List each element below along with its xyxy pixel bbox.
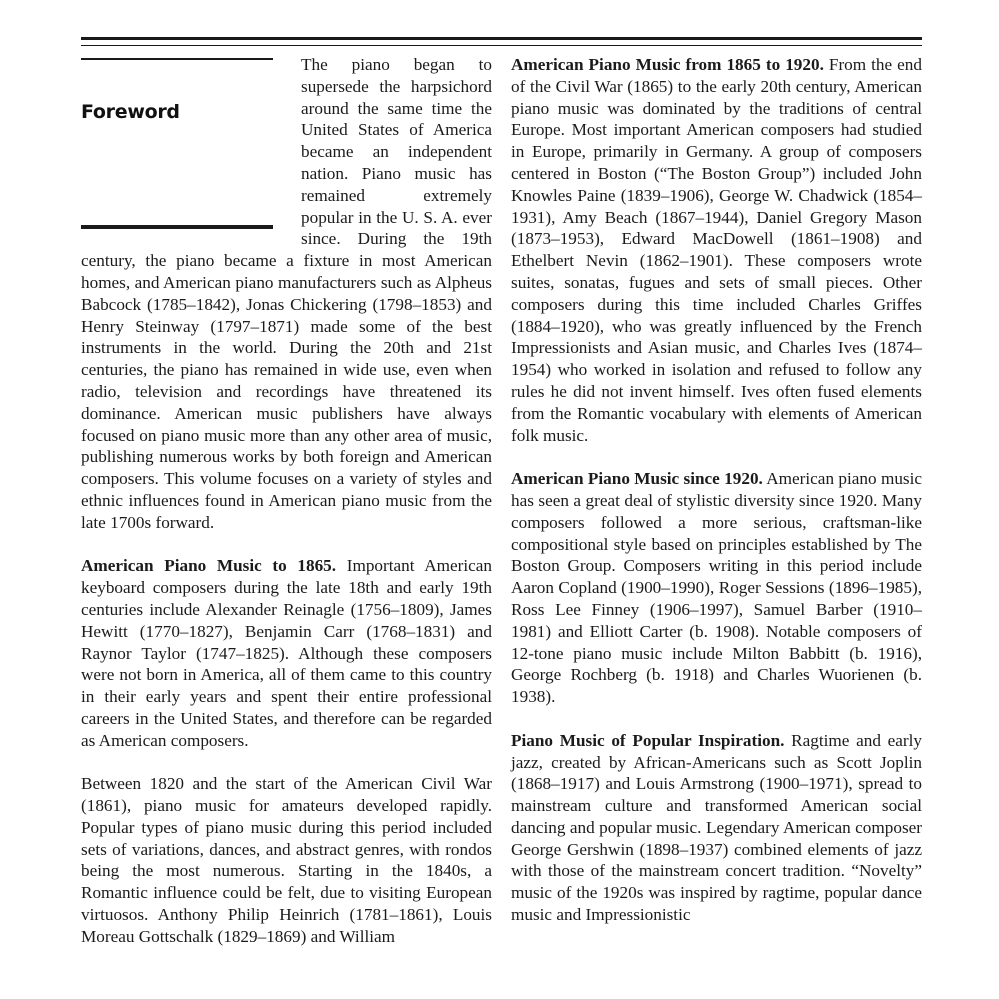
popular-inspiration-paragraph: [511, 730, 922, 926]
paragraph-body: Ragtime and early jazz, created by African-Americans such as Scott Joplin (1868–1917) and Louis Armstrong (1900–1971), spread to mainstream culture and transformed American social dancing and popular music. Legendary American composer George Gershwin (1898–1937) combined elements of jazz with those of the mainstream concert tradition. “Novelty” music of the 1920s was inspired by ragtime, popular dance music and Impressionistic: [511, 730, 922, 925]
header-rule-thin: [81, 45, 922, 46]
to-1865-paragraph: [81, 555, 492, 751]
paragraph-heading: Piano Music of Popular Inspiration.: [511, 730, 785, 750]
paragraph-body: From the end of the Civil War (1865) to the early 20th century, American piano music was dominated by the traditions of central Europe. Most important American composers had studied in Europe, primarily in Germany. A group of composers centered in Boston (“The Boston Group”) included John Knowles Paine (1839–1906), George W. Chadwick (1854–1931), Amy Beach (1867–1944), Daniel Gregory Mason (1873–1953), Edward MacDowell (1861–1908) and Ethelbert Nevin (1862–1901). These composers wrote suites, sonatas, fugues and sets of small pieces. Other composers during this time included Charles Griffes (1884–1920), who was greatly influenced by the French Impressionists and Asian music, and Charles Ives (1874–1954) who worked in isolation and refused to follow any rules he did not invent himself. Ives often fused elements from the Romantic vocabulary with elements of American folk music.: [511, 55, 922, 445]
intro-paragraph: The piano began to supersede the harpsichord around the same time the United States of America became an independent nation. Piano music has remained extremely popular in the U. S. A. ever since. During the 19th century, the piano became a fixture in most American homes, and American piano manufacturers such as Alpheus Babcock (1785–1842), Jonas Chickering (1798–1853) and Henry Steinway (1797–1871) made some of the best instruments in the world. During the 20th and 21st centuries, the piano has remained in wide use, even when radio, television and recordings have threatened its dominance. American music publishers have always focused on piano music more than any other area of music, publishing numerous works by both foreign and American composers. This volume focuses on a variety of styles and ethnic influences found in American piano music from the late 1700s forward.: [81, 55, 492, 532]
header-rule-thick: [81, 37, 922, 40]
paragraph-body: American piano music has seen a great deal of stylistic diversity since 1920. Many composers followed a more serious, craftsman-like compositional style based on principles established by The Boston Group. Composers writing in this period include Aaron Copland (1900–1990), Roger Sessions (1896–1985), Ross Lee Finney (1906–1997), Samuel Barber (1910–1981) and Elliott Carter (b. 1908). Notable composers of 12-tone piano music include Milton Babbitt (b. 1916), George Rochberg (b. 1918) and Charles Wuorienen (b. 1938).: [511, 469, 923, 707]
paragraph-heading: American Piano Music from 1865 to 1920.: [511, 55, 824, 74]
paragraph-body: Important American keyboard composers during the late 18th and early 19th centuries include Alexander Reinagle (1756–1809), James Hewitt (1770–1827), Benjamin Carr (1768–1831) and Raynor Taylor (1747–1825). Although these composers were not born in America, all of them came to this country in their early years and spent their entire professional careers in the United States, and therefore can be regarded as American composers.: [81, 556, 492, 750]
title-float-spacer: [81, 54, 301, 240]
1865-1920-paragraph: [511, 54, 922, 446]
since-1920-paragraph: [511, 468, 922, 708]
paragraph-heading: American Piano Music since 1920.: [511, 469, 763, 489]
right-column: [511, 54, 922, 926]
1820-civil-war-paragraph: Between 1820 and the start of the American Civil War (1861), piano music for amateurs developed rapidly. Popular types of piano music during this period included sets of variations, dances, and abstract genres, with rondos being the most numerous. Starting in the 1840s, a Romantic influence could be felt, due to visiting European virtuosos. Anthony Philip Heinrich (1781–1861), Louis Moreau Gottschalk (1829–1869) and William: [81, 774, 492, 946]
section-title: Foreword: [81, 101, 180, 123]
paragraph-heading: American Piano Music to 1865.: [81, 556, 337, 576]
left-column: [81, 54, 492, 948]
